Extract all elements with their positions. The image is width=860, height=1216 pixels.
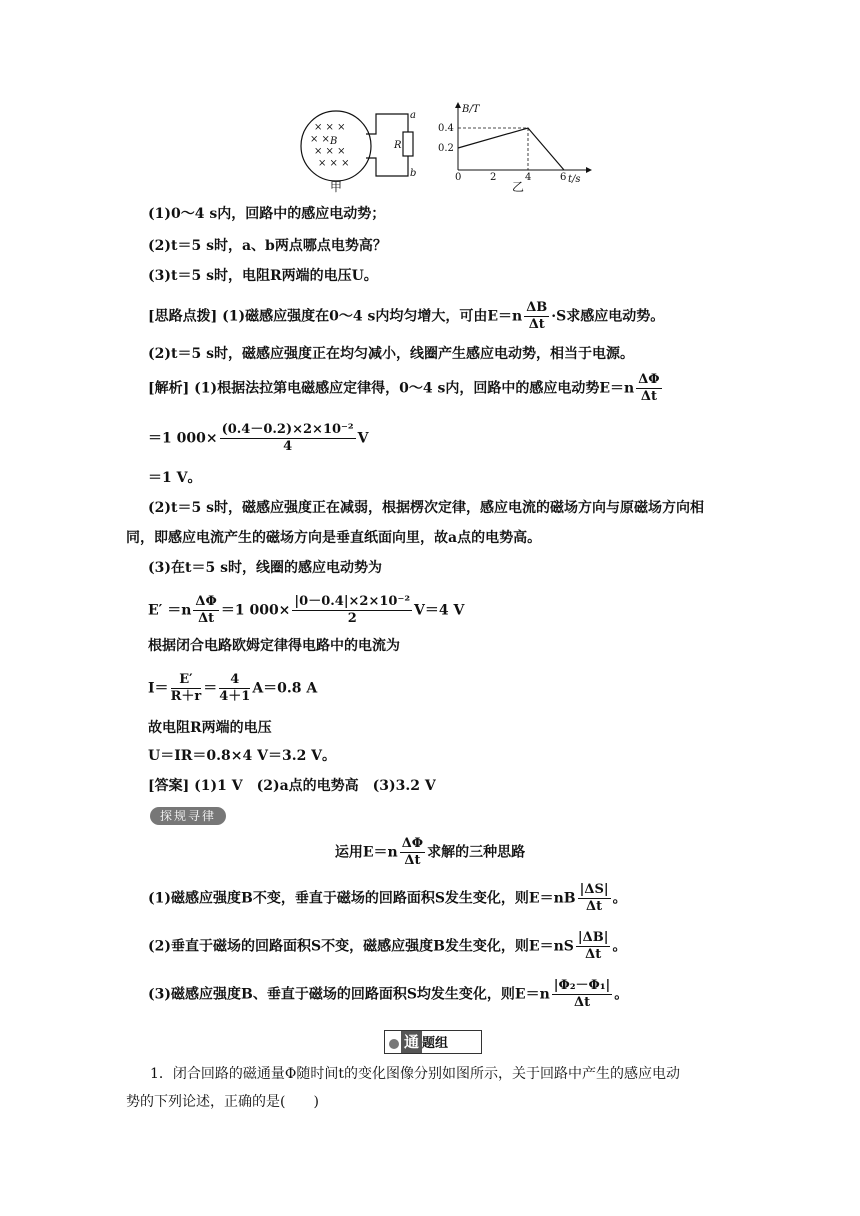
fraction-numerator: (0.4－0.2)×2×10⁻²	[221, 422, 354, 437]
title-text: 运用E＝n	[334, 844, 398, 861]
hint-text: (1)磁感应强度在0～4 s内均匀增大，可由E＝n	[222, 308, 523, 325]
fraction-numerator: 4	[219, 672, 250, 689]
field-label: B	[330, 136, 338, 147]
y-axis-label: B/T	[462, 104, 480, 115]
hint-text: ·S求感应电动势。	[551, 308, 665, 325]
fraction-numerator: |0－0.4|×2×10⁻²	[294, 594, 411, 609]
equation-text: ＝	[203, 680, 218, 697]
fraction	[400, 836, 425, 869]
left-caption: 甲	[330, 180, 343, 194]
fraction-denominator: 4＋1	[219, 689, 251, 704]
x-tick: 4	[525, 172, 532, 183]
rule-item-2	[148, 930, 626, 963]
question-3: (3)t＝5 s时，电阻R两端的电压U。	[148, 268, 378, 284]
equation-text: A＝0.8 A	[252, 680, 318, 697]
analysis-p3-line-6: U＝IR＝0.8×4 V＝3.2 V。	[148, 748, 337, 764]
fraction	[524, 300, 549, 333]
analysis-p3-line-3: 根据闭合电路欧姆定律得电路中的电流为	[148, 638, 400, 654]
fraction-denominator: Δt	[586, 899, 603, 914]
rule-item-3	[148, 978, 628, 1011]
answer-text: (1)1 V (2)a点的电势高 (3)3.2 V	[194, 778, 436, 794]
fraction	[576, 930, 611, 963]
analysis-equation-2	[148, 594, 464, 627]
analysis-equation-3	[148, 672, 317, 705]
fraction	[552, 978, 613, 1011]
fraction-denominator: R＋r	[170, 689, 202, 704]
bullet-icon	[389, 1039, 399, 1049]
analysis-text: (1)根据法拉第电磁感应定律得，0～4 s内，回路中的感应电动势E＝n	[194, 380, 635, 397]
fraction-denominator: Δt	[640, 389, 657, 404]
hint-line-2: (2)t＝5 s时，磁感应强度正在均匀减小，线圈产生感应电动势，相当于电源。	[148, 346, 634, 362]
rule-item-1	[148, 882, 627, 915]
fraction-numerator: E′	[171, 672, 202, 689]
exercise-line-2: 势的下列论述，正确的是( )	[126, 1094, 319, 1110]
fraction-denominator: Δt	[198, 611, 215, 626]
equation-text: ＝1 000×	[220, 602, 291, 619]
fraction-numerator: |Φ₂－Φ₁|	[553, 978, 611, 993]
fraction	[636, 372, 661, 405]
exercise-line-1: 1．闭合回路的磁通量Φ随时间t的变化图像分别如图所示，关于回路中产生的感应电动	[150, 1066, 681, 1082]
x-tick: 6	[560, 172, 567, 183]
fraction	[219, 672, 250, 705]
x-tick: 2	[490, 172, 497, 183]
question-1: (1)0～4 s内，回路中的感应电动势；	[148, 206, 386, 222]
answer-line	[148, 776, 436, 796]
fraction-denominator: Δt	[585, 947, 602, 962]
rule-text: 。	[612, 938, 627, 955]
fraction-denominator: 2	[347, 611, 357, 626]
answer-tag: [答案]	[148, 778, 190, 794]
fraction-denominator: Δt	[404, 853, 421, 868]
rule-text: 。	[614, 986, 629, 1003]
equation-text: V	[357, 430, 369, 447]
terminal-b: b	[410, 168, 417, 179]
rule-title	[0, 836, 860, 869]
resistor-label: R	[394, 140, 402, 151]
analysis-p2-line-1: (2)t＝5 s时，磁感应强度正在减弱，根据楞次定律，感应电流的磁场方向与原磁场方向相	[148, 500, 704, 516]
analysis-p3-line-5: 故电阻R两端的电压	[148, 720, 272, 736]
fraction-denominator: Δt	[573, 995, 591, 1010]
fraction	[292, 594, 412, 627]
fraction	[220, 422, 356, 455]
rule-text: (2)垂直于磁场的回路面积S不变，磁感应强度B发生变化，则E＝nS	[148, 938, 574, 955]
y-tick: 0.2	[438, 143, 454, 154]
fraction-numerator: ΔΦ	[401, 836, 424, 851]
svg-text:× × ×: × × ×	[318, 158, 350, 169]
x-tick: 0	[455, 172, 462, 183]
analysis-tag: [解析]	[148, 380, 190, 397]
analysis-equation-1	[148, 422, 368, 455]
right-caption: 乙	[512, 180, 525, 194]
hint-tag: [思路点拨]	[148, 308, 218, 325]
fraction-numerator: |ΔB|	[577, 930, 609, 945]
equation-text: V＝4 V	[414, 602, 465, 619]
svg-text:× × ×: × × ×	[314, 146, 346, 157]
equation-text: I＝	[148, 680, 169, 697]
x-axis-label: t/s	[568, 174, 581, 185]
equation-text: ＝1 000×	[148, 430, 218, 447]
analysis-p3-line-1: (3)在t＝5 s时，线圈的感应电动势为	[148, 560, 382, 576]
fraction-numerator: ΔB	[526, 300, 548, 315]
hint-line-1	[148, 300, 664, 333]
rule-text: (3)磁感应强度B、垂直于磁场的回路面积S均发生变化，则E＝n	[148, 986, 550, 1003]
rule-text: 。	[612, 890, 627, 907]
fraction	[193, 594, 218, 627]
fraction-numerator: |ΔS|	[579, 882, 609, 897]
section-badge	[384, 1030, 482, 1054]
svg-text:× ×: × ×	[310, 134, 330, 145]
terminal-a: a	[410, 110, 416, 121]
fraction-numerator: ΔΦ	[195, 594, 217, 609]
section-big: 通	[401, 1031, 422, 1053]
fraction-denominator: Δt	[528, 317, 545, 332]
svg-text:× × ×: × × ×	[314, 122, 346, 133]
fraction-denominator: 4	[283, 439, 293, 454]
fraction-numerator: ΔΦ	[638, 372, 660, 387]
title-text: 求解的三种思路	[427, 844, 526, 861]
equation-text: E′ ＝n	[148, 602, 192, 619]
rule-badge: 探规寻律	[150, 807, 226, 825]
analysis-result-1: ＝1 V。	[148, 470, 202, 486]
analysis-p2-line-2: 同，即感应电流产生的磁场方向是垂直纸面向里，故a点的电势高。	[126, 530, 542, 546]
y-tick: 0.4	[438, 123, 454, 134]
circuit-figure	[296, 106, 426, 194]
question-2: (2)t＝5 s时，a、b两点哪点电势高？	[148, 238, 387, 254]
analysis-line-1	[148, 372, 664, 405]
section-label: 题组	[422, 1036, 449, 1051]
fraction	[171, 672, 202, 705]
rule-text: (1)磁感应强度B不变，垂直于磁场的回路面积S发生变化，则E＝nB	[148, 890, 576, 907]
fraction	[578, 882, 611, 915]
